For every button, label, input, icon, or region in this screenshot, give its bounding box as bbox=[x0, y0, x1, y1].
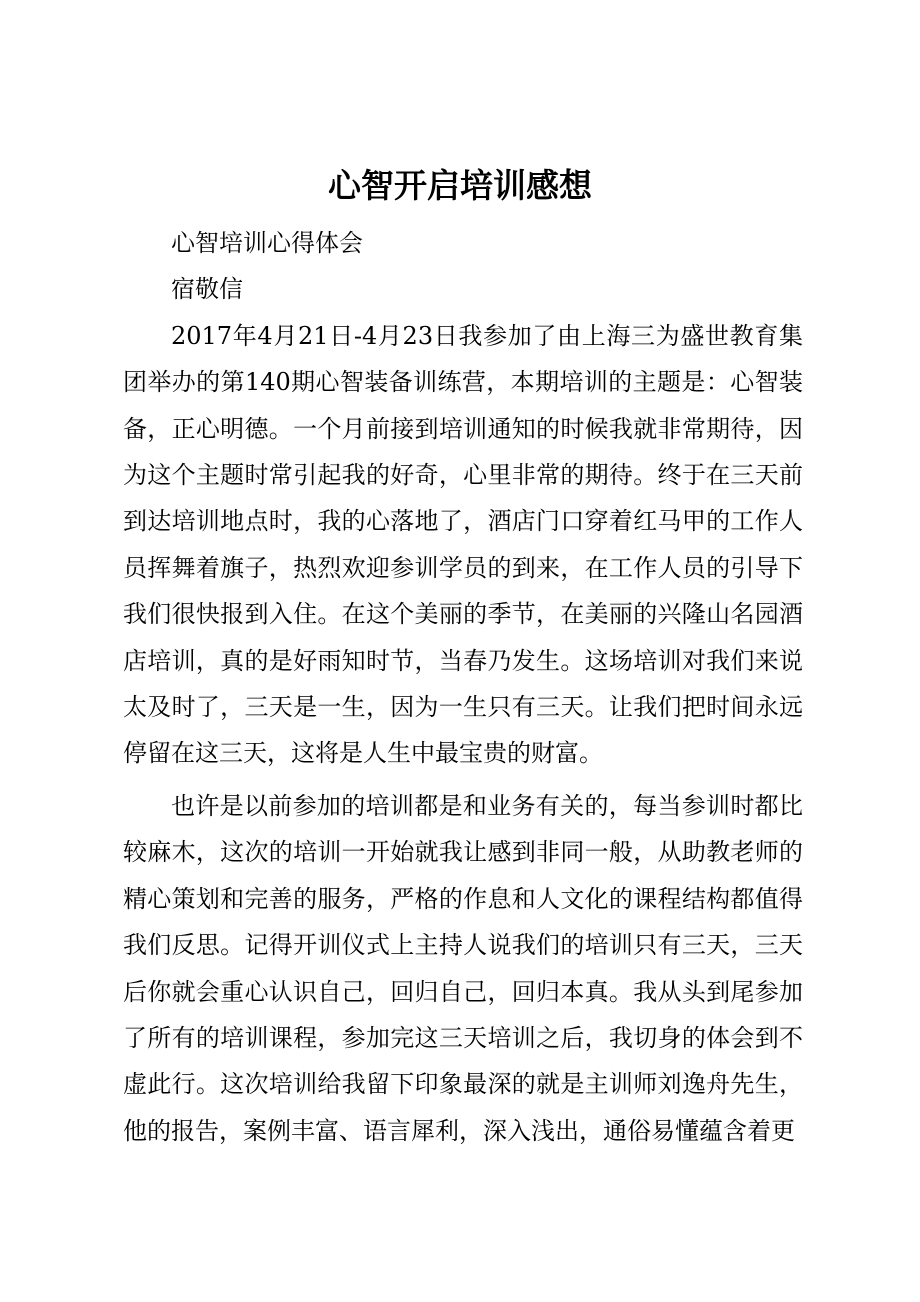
document-author: 宿敬信 bbox=[171, 275, 243, 304]
document-title: 心智开启培训感想 bbox=[328, 166, 592, 205]
paragraph-2: 也许是以前参加的培训都是和业务有关的，每当参训时都比较麻木，这次的培训一开始就我让感到非同一般，从助教老师的精心策划和完善的服务，严格的作息和人文化的课程结构都值得我们反思。记得开训仪式上主持人说我们的培训只有三天，三天后你就会重心认识自己，回归自己，回归本真。我从头到尾参加了所有的培训课程，参加完这三天培训之后，我切身的体会到不虚此行。这次培训给我留下印象最深的就是主训师刘逸舟先生，他的报告，案例丰富、语言犀利，深入浅出，通俗易懂蕴含着更 bbox=[123, 791, 803, 1145]
document-subtitle: 心智培训心得体会 bbox=[171, 229, 363, 257]
paragraph-1: 2017年4月21日-4月23日我参加了由上海三为盛世教育集团举办的第140期心智装备训练营，本期培训的主题是：心智装备，正心明德。一个月前接到培训通知的时候我就非常期待，因为这个主题时常引起我的好奇，心里非常的期待。终于在三天前到达培训地点时，我的心落地了，酒店门口穿着红马甲的工作人员挥舞着旗子，热烈欢迎参训学员的到来，在工作人员的引导下我们很快报到入住。在这个美丽的季节，在美丽的兴隆山名园酒店培训，真的是好雨知时节，当春乃发生。这场培训对我们来说太及时了，三天是一生，因为一生只有三天。让我们把时间永远停留在这三天，这将是人生中最宝贵的财富。 bbox=[123, 321, 803, 768]
document-body bbox=[123, 220, 803, 1154]
